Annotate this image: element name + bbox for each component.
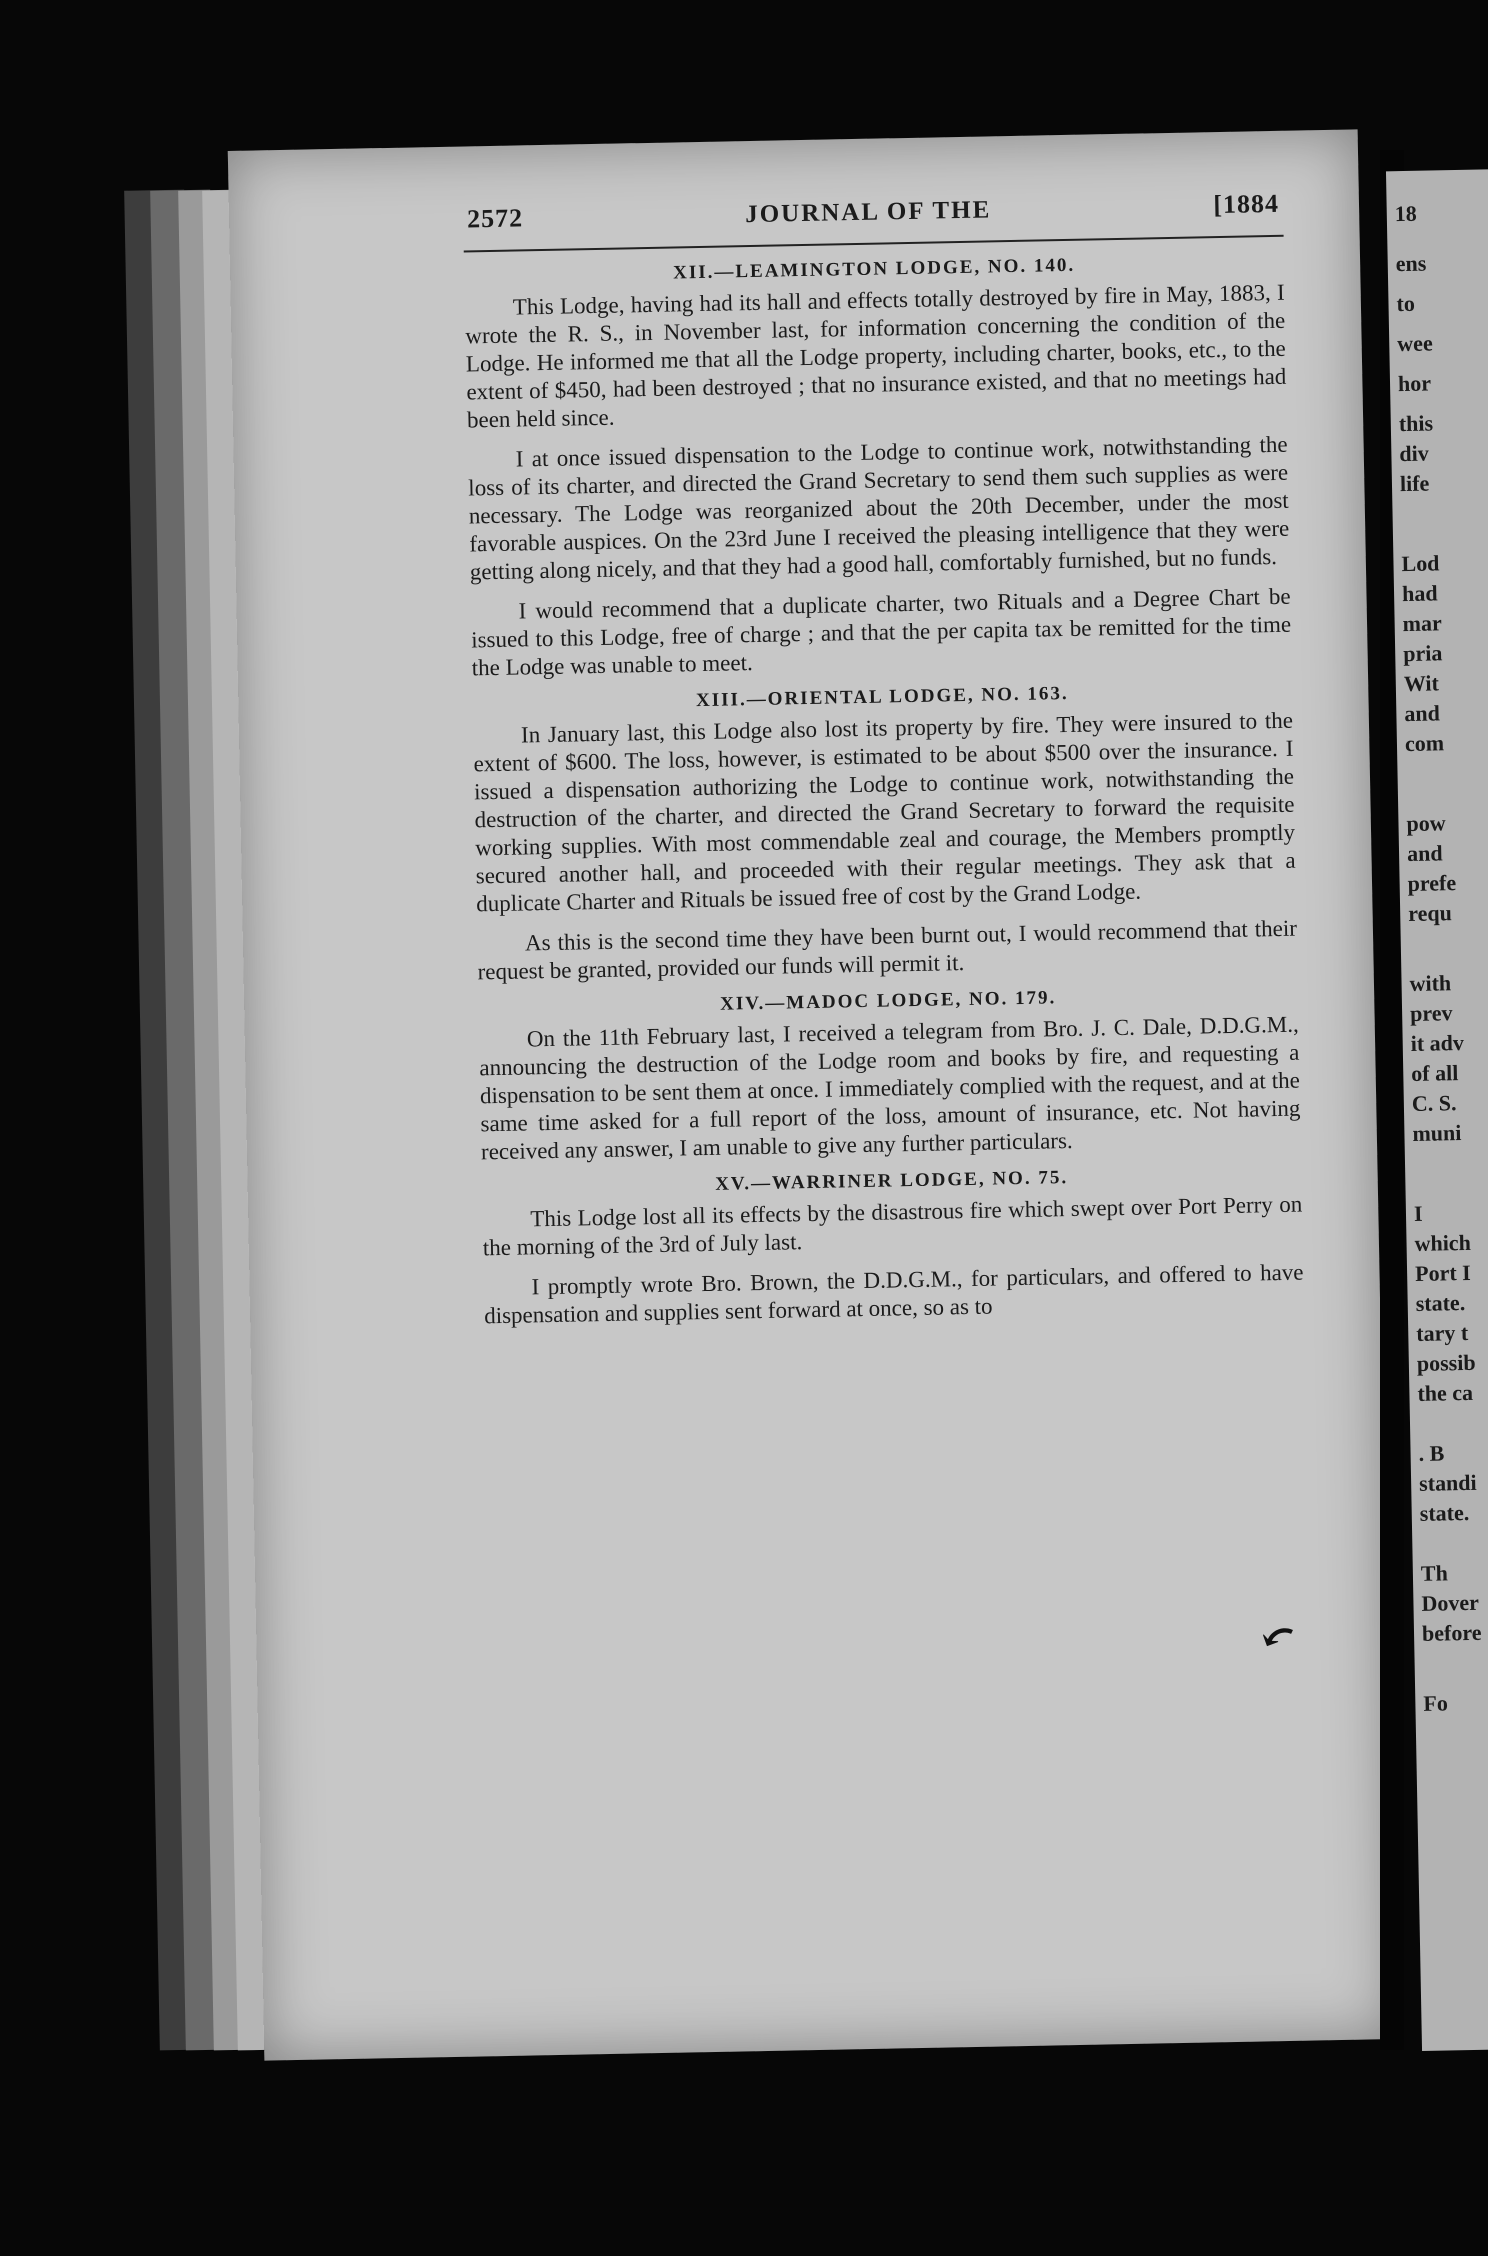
- section-warriner: [482, 1163, 1305, 1331]
- facing-page-fragment: to: [1396, 290, 1416, 317]
- paragraph: This Lodge lost all its effects by the disastrous fire which swept over Port Perry on the morning of the 3rd of July last.: [482, 1191, 1303, 1261]
- margin-annotation-mark: ⤺: [1255, 1608, 1303, 1663]
- paragraph: I would recommend that a duplicate charter, two Rituals and a Degree Chart be issued to this Lodge, free of charge ; and that the per capita tax be remitted for the time the Lodge was unable to meet.: [470, 583, 1292, 681]
- paragraph: On the 11th February last, I received a telegram from Bro. J. C. Dale, D.D.G.M., announcing the destruction of the Lodge room and books by fire, and requesting a dispensation to be sent them at once. I immediately complied with the request, and at the same time asked for a full report of the loss, amount of insurance, etc. Not having received any answer, I am unable to give any further particulars.: [479, 1011, 1301, 1165]
- paragraph: I at once issued dispensation to the Lodge to continue work, notwithstanding the loss of its charter, and directed the Grand Secretary to send them such supplies as were necessary. The Lodge was reorganized about the 20th December, under the most favorable auspices. On the 23rd June I received the pleasing intelligence that they were getting along nicely, and that they had a good hall, comfortably furnished, but no funds.: [468, 431, 1290, 585]
- facing-page-fragment: which: [1414, 1229, 1472, 1256]
- section-leamington: [464, 251, 1292, 683]
- facing-page-fragment: prefe: [1407, 870, 1457, 897]
- paragraph: I promptly wrote Bro. Brown, the D.D.G.M., for particulars, and offered to have dispensation and supplies sent forward at once, so as to: [483, 1259, 1304, 1329]
- facing-page-fragment: the ca: [1417, 1379, 1474, 1406]
- facing-page-fragment: pow: [1406, 810, 1446, 837]
- facing-page-fragment: tary t: [1416, 1319, 1469, 1346]
- facing-page-fragment: Th: [1420, 1560, 1449, 1586]
- section-oriental: [472, 679, 1297, 987]
- facing-page-fragment: ens: [1395, 250, 1427, 277]
- page-content: [463, 189, 1305, 1343]
- facing-page-fragment: muni: [1412, 1120, 1462, 1146]
- facing-page-fragment: pria: [1402, 640, 1443, 667]
- paragraph: As this is the second time they have been burnt out, I would recommend that their request be granted, provided our funds will permit it.: [477, 915, 1298, 985]
- facing-page-fragment: had: [1401, 580, 1438, 607]
- facing-page-fragment: Wit: [1403, 670, 1440, 697]
- facing-page-fragment: before: [1421, 1619, 1482, 1646]
- facing-page-fragment: standi: [1418, 1469, 1477, 1496]
- facing-page-fragment: Dover: [1421, 1589, 1480, 1616]
- facing-page-fragment: state.: [1419, 1499, 1470, 1526]
- facing-page-fragment: 18: [1394, 200, 1418, 227]
- facing-page-fragment: . B: [1418, 1440, 1445, 1466]
- facing-page-fragment: hor: [1397, 370, 1432, 397]
- section-heading: XII.—LEAMINGTON LODGE, NO. 140.: [672, 254, 1076, 284]
- facing-page-fragment: div: [1399, 440, 1429, 467]
- facing-page-fragment: C. S.: [1411, 1090, 1457, 1116]
- facing-page-fragment: mar: [1402, 610, 1442, 637]
- section-madoc: [478, 983, 1301, 1167]
- page-number: 2572: [466, 203, 524, 234]
- facing-page-fragment: life: [1399, 470, 1430, 497]
- facing-page-fragment: wee: [1397, 330, 1433, 357]
- facing-page-fragment: this: [1398, 410, 1434, 437]
- section-heading: XIII.—ORIENTAL LODGE, NO. 163.: [695, 682, 1069, 712]
- section-heading: XIV.—MADOC LODGE, NO. 179.: [719, 987, 1057, 1015]
- facing-page-fragment: state.: [1415, 1290, 1466, 1316]
- facing-page-fragment: requ: [1407, 900, 1453, 927]
- journal-title: JOURNAL OF THE: [744, 196, 992, 229]
- facing-page-fragment: com: [1404, 730, 1445, 757]
- facing-page-fragment: Port I: [1414, 1259, 1471, 1286]
- facing-page-fragment: with: [1409, 970, 1452, 997]
- running-head: [463, 189, 1283, 235]
- facing-page-fragment: Lod: [1401, 550, 1440, 577]
- header-year: [1884: [1213, 188, 1280, 220]
- facing-page-fragment: I: [1413, 1200, 1423, 1226]
- facing-page-fragment: possib: [1416, 1349, 1476, 1376]
- header-rule: [464, 235, 1284, 253]
- facing-page-fragment: prev: [1409, 1000, 1453, 1027]
- section-heading: XV.—WARRINER LODGE, NO. 75.: [715, 1167, 1069, 1195]
- facing-page-fragment: and: [1406, 840, 1443, 867]
- paragraph: In January last, this Lodge also lost its property by fire. They were insured to the extent of $600. The loss, however, is estimated to be about $500 over the insurance. I issued a dispensation authorizing the Lodge to continue work, notwithstanding the destruction of the charter, and directed the Grand Secretary to forward the requisite working supplies. With most commendable zeal and courage, the Members promptly secured another hall, and proceeded with their regular meetings. They ask that a duplicate Charter and Rituals be issued free of cost by the Grand Lodge.: [473, 707, 1296, 917]
- facing-page-fragment: of all: [1411, 1060, 1459, 1087]
- facing-page-fragment: it adv: [1410, 1029, 1465, 1057]
- paragraph: This Lodge, having had its hall and effects totally destroyed by fire in May, 1883, I wrote the R. S., in November last, for information concerning the condition of the Lodge. He informed me that all the Lodge property, including charter, books, etc., to the extent of $450, had been destroyed ; that no insurance existed, and that no meetings had been held since.: [465, 279, 1287, 433]
- facing-page-fragment: Fo: [1423, 1690, 1449, 1716]
- book-page: [228, 129, 1394, 2060]
- facing-page-fragment: and: [1404, 700, 1441, 727]
